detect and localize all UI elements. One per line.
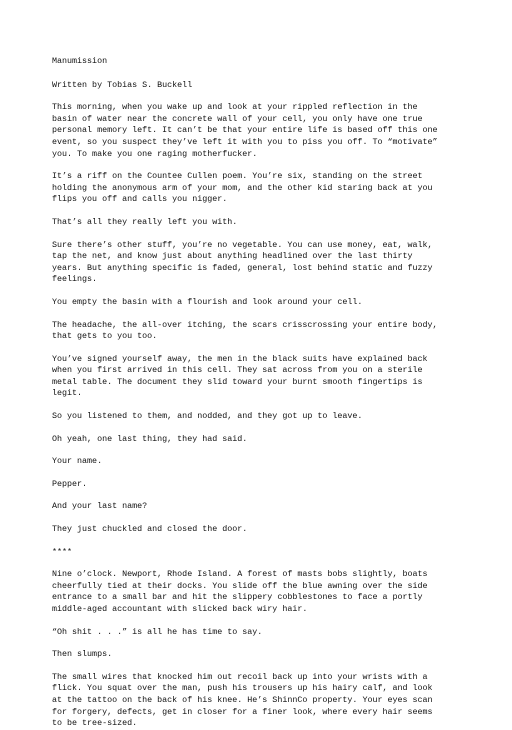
paragraph: They just chuckled and closed the door. bbox=[52, 524, 248, 535]
paragraph: Pepper. bbox=[52, 478, 88, 489]
paragraph: The headache, the all-over itching, the scars crisscrossing your entire body, that gets to you too. bbox=[52, 319, 438, 342]
paragraph: Oh yeah, one last thing, they had said. bbox=[52, 433, 248, 444]
paragraph: This morning, when you wake up and look at your rippled reflection in the basin of water near the concrete wall of your cell, you only have one true personal memory left. It can’t be that your entire life is based off this one event, so you suspect they’ve left it with you to piss you off. To “motivate” you. To make you one raging motherfucker. bbox=[52, 102, 438, 159]
paragraph: The small wires that knocked him out recoil back up into your wrists with a flick. You squat over the man, push his trousers up his hairy calf, and look at the tattoo on the back of his knee. He’s ShinnCo property. Your eyes scan for forgery, defects, get in closer for a finer look, where every hair seems to be tree-sized. bbox=[52, 671, 433, 729]
paragraph: Then slumps. bbox=[52, 649, 113, 660]
paragraph: It’s a riff on the Countee Cullen poem. You’re six, standing on the street holding the anonymous arm of your mom, and the other kid staring back at you flips you off and calls you nigger. bbox=[52, 171, 433, 205]
paragraph: That’s all they really left you with. bbox=[52, 216, 238, 227]
paragraph: Sure there’s other stuff, you’re no vegetable. You can use money, eat, walk, tap the net, and know just about anything headlined over the last thirty years. But anything specific is faded, general, lost behind static and fuzzy feelings. bbox=[52, 239, 433, 285]
paragraph: You’ve signed yourself away, the men in the black suits have explained back when you first arrived in this cell. They sat across from you on a sterile metal table. The document they slid toward your burnt smooth fingertips is legit. bbox=[52, 353, 428, 399]
story-title: Manumission bbox=[52, 56, 108, 66]
paragraph: So you listened to them, and nodded, and they got up to leave. bbox=[52, 411, 363, 422]
paragraph: Your name. bbox=[52, 456, 103, 467]
paragraph: And your last name? bbox=[52, 501, 148, 512]
section-break: **** bbox=[52, 546, 73, 557]
paragraph: “Oh shit . . .” is all he has time to say. bbox=[52, 626, 263, 637]
paragraph: Nine o’clock. Newport, Rhode Island. A forest of masts bobs slightly, boats cheerfully tied at their docks. You slide off the blue awning over the side entrance to a small bar and hit the slippery cobblestones to face a portly middle-aged accountant with slicked back wiry hair. bbox=[52, 569, 428, 614]
author-byline: Written by Tobias S. Buckell bbox=[52, 79, 193, 90]
paragraph: You empty the basin with a flourish and look around your cell. bbox=[52, 296, 363, 307]
